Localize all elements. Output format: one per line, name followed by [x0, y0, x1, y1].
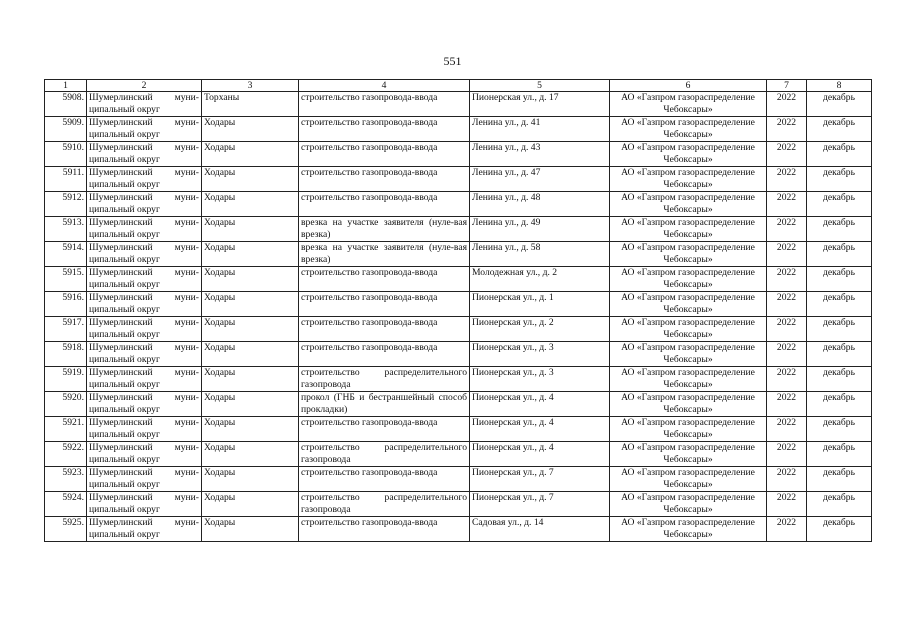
table-row — [45, 217, 872, 242]
district-cell: Шумерлинский муни-ципальный округ — [87, 492, 202, 517]
table-row — [45, 467, 872, 492]
column-header: 3 — [202, 80, 299, 92]
settlement-cell: Ходары — [202, 217, 299, 242]
year-cell: 2022 — [767, 217, 807, 242]
row-number: 5908. — [45, 92, 87, 117]
settlement-cell: Ходары — [202, 342, 299, 367]
organization-cell: АО «Газпром газораспределение Чебоксары» — [610, 167, 767, 192]
address-cell: Пионерская ул., д. 7 — [470, 492, 610, 517]
table-row — [45, 342, 872, 367]
column-header: 8 — [807, 80, 872, 92]
address-cell: Ленина ул., д. 41 — [470, 117, 610, 142]
column-header: 2 — [87, 80, 202, 92]
district-cell: Шумерлинский муни-ципальный округ — [87, 417, 202, 442]
organization-cell: АО «Газпром газораспределение Чебоксары» — [610, 292, 767, 317]
organization-cell: АО «Газпром газораспределение Чебоксары» — [610, 117, 767, 142]
organization-cell: АО «Газпром газораспределение Чебоксары» — [610, 342, 767, 367]
organization-cell: АО «Газпром газораспределение Чебоксары» — [610, 367, 767, 392]
settlement-cell: Ходары — [202, 417, 299, 442]
settlement-cell: Ходары — [202, 492, 299, 517]
work-type-cell: строительство газопровода-ввода — [299, 117, 470, 142]
row-number: 5923. — [45, 467, 87, 492]
year-cell: 2022 — [767, 392, 807, 417]
table-row — [45, 92, 872, 117]
row-number: 5910. — [45, 142, 87, 167]
work-type-cell: врезка на участке заявителя (нуле-вая врезка) — [299, 217, 470, 242]
organization-cell: АО «Газпром газораспределение Чебоксары» — [610, 417, 767, 442]
column-header: 7 — [767, 80, 807, 92]
settlement-cell: Ходары — [202, 467, 299, 492]
district-cell: Шумерлинский муни-ципальный округ — [87, 517, 202, 542]
month-cell: декабрь — [807, 92, 872, 117]
work-type-cell: строительство газопровода-ввода — [299, 517, 470, 542]
address-cell: Пионерская ул., д. 3 — [470, 342, 610, 367]
table-row — [45, 192, 872, 217]
district-cell: Шумерлинский муни-ципальный округ — [87, 242, 202, 267]
district-cell: Шумерлинский муни-ципальный округ — [87, 217, 202, 242]
work-type-cell: строительство газопровода-ввода — [299, 292, 470, 317]
work-type-cell: строительство распределительного газопровода — [299, 367, 470, 392]
month-cell: декабрь — [807, 267, 872, 292]
table-row — [45, 492, 872, 517]
table-row — [45, 317, 872, 342]
settlement-cell: Ходары — [202, 317, 299, 342]
table-row — [45, 367, 872, 392]
year-cell: 2022 — [767, 492, 807, 517]
year-cell: 2022 — [767, 292, 807, 317]
address-cell: Пионерская ул., д. 7 — [470, 467, 610, 492]
settlement-cell: Ходары — [202, 117, 299, 142]
row-number: 5921. — [45, 417, 87, 442]
month-cell: декабрь — [807, 217, 872, 242]
work-type-cell: строительство газопровода-ввода — [299, 167, 470, 192]
address-cell: Садовая ул., д. 14 — [470, 517, 610, 542]
year-cell: 2022 — [767, 192, 807, 217]
organization-cell: АО «Газпром газораспределение Чебоксары» — [610, 442, 767, 467]
address-cell: Пионерская ул., д. 17 — [470, 92, 610, 117]
district-cell: Шумерлинский муни-ципальный округ — [87, 192, 202, 217]
district-cell: Шумерлинский муни-ципальный округ — [87, 92, 202, 117]
organization-cell: АО «Газпром газораспределение Чебоксары» — [610, 517, 767, 542]
address-cell: Ленина ул., д. 43 — [470, 142, 610, 167]
work-type-cell: строительство распределительного газопровода — [299, 492, 470, 517]
organization-cell: АО «Газпром газораспределение Чебоксары» — [610, 492, 767, 517]
work-type-cell: врезка на участке заявителя (нуле-вая врезка) — [299, 242, 470, 267]
settlement-cell: Ходары — [202, 192, 299, 217]
work-type-cell: строительство газопровода-ввода — [299, 467, 470, 492]
settlement-cell: Ходары — [202, 292, 299, 317]
district-cell: Шумерлинский муни-ципальный округ — [87, 342, 202, 367]
district-cell: Шумерлинский муни-ципальный округ — [87, 467, 202, 492]
organization-cell: АО «Газпром газораспределение Чебоксары» — [610, 242, 767, 267]
month-cell: декабрь — [807, 392, 872, 417]
table-row — [45, 417, 872, 442]
table-row — [45, 292, 872, 317]
settlement-cell: Ходары — [202, 392, 299, 417]
work-type-cell: прокол (ГНБ и бестраншейный способ прокладки) — [299, 392, 470, 417]
row-number: 5912. — [45, 192, 87, 217]
address-cell: Ленина ул., д. 58 — [470, 242, 610, 267]
organization-cell: АО «Газпром газораспределение Чебоксары» — [610, 92, 767, 117]
address-cell: Ленина ул., д. 47 — [470, 167, 610, 192]
column-header: 5 — [470, 80, 610, 92]
month-cell: декабрь — [807, 142, 872, 167]
district-cell: Шумерлинский муни-ципальный округ — [87, 142, 202, 167]
address-cell: Пионерская ул., д. 2 — [470, 317, 610, 342]
settlement-cell: Торханы — [202, 92, 299, 117]
year-cell: 2022 — [767, 442, 807, 467]
month-cell: декабрь — [807, 167, 872, 192]
month-cell: декабрь — [807, 467, 872, 492]
address-cell: Пионерская ул., д. 4 — [470, 442, 610, 467]
table-row — [45, 242, 872, 267]
settlement-cell: Ходары — [202, 367, 299, 392]
year-cell: 2022 — [767, 367, 807, 392]
organization-cell: АО «Газпром газораспределение Чебоксары» — [610, 192, 767, 217]
settlement-cell: Ходары — [202, 142, 299, 167]
table-row — [45, 167, 872, 192]
work-type-cell: строительство газопровода-ввода — [299, 92, 470, 117]
month-cell: декабрь — [807, 117, 872, 142]
organization-cell: АО «Газпром газораспределение Чебоксары» — [610, 142, 767, 167]
district-cell: Шумерлинский муни-ципальный округ — [87, 317, 202, 342]
table-row — [45, 142, 872, 167]
year-cell: 2022 — [767, 242, 807, 267]
work-type-cell: строительство газопровода-ввода — [299, 342, 470, 367]
row-number: 5924. — [45, 492, 87, 517]
district-cell: Шумерлинский муни-ципальный округ — [87, 367, 202, 392]
year-cell: 2022 — [767, 167, 807, 192]
year-cell: 2022 — [767, 317, 807, 342]
row-number: 5911. — [45, 167, 87, 192]
work-type-cell: строительство газопровода-ввода — [299, 192, 470, 217]
column-header: 4 — [299, 80, 470, 92]
settlement-cell: Ходары — [202, 267, 299, 292]
address-cell: Молодежная ул., д. 2 — [470, 267, 610, 292]
district-cell: Шумерлинский муни-ципальный округ — [87, 292, 202, 317]
organization-cell: АО «Газпром газораспределение Чебоксары» — [610, 267, 767, 292]
year-cell: 2022 — [767, 92, 807, 117]
district-cell: Шумерлинский муни-ципальный округ — [87, 267, 202, 292]
month-cell: декабрь — [807, 292, 872, 317]
district-cell: Шумерлинский муни-ципальный округ — [87, 117, 202, 142]
organization-cell: АО «Газпром газораспределение Чебоксары» — [610, 217, 767, 242]
month-cell: декабрь — [807, 442, 872, 467]
year-cell: 2022 — [767, 517, 807, 542]
year-cell: 2022 — [767, 267, 807, 292]
district-cell: Шумерлинский муни-ципальный округ — [87, 392, 202, 417]
work-type-cell: строительство газопровода-ввода — [299, 417, 470, 442]
work-type-cell: строительство распределительного газопровода — [299, 442, 470, 467]
year-cell: 2022 — [767, 117, 807, 142]
gas-connection-table — [44, 79, 872, 542]
address-cell: Ленина ул., д. 48 — [470, 192, 610, 217]
row-number: 5909. — [45, 117, 87, 142]
row-number: 5925. — [45, 517, 87, 542]
address-cell: Ленина ул., д. 49 — [470, 217, 610, 242]
row-number: 5917. — [45, 317, 87, 342]
year-cell: 2022 — [767, 467, 807, 492]
month-cell: декабрь — [807, 342, 872, 367]
row-number: 5913. — [45, 217, 87, 242]
row-number: 5920. — [45, 392, 87, 417]
month-cell: декабрь — [807, 492, 872, 517]
row-number: 5915. — [45, 267, 87, 292]
month-cell: декабрь — [807, 192, 872, 217]
row-number: 5922. — [45, 442, 87, 467]
column-header: 6 — [610, 80, 767, 92]
row-number: 5918. — [45, 342, 87, 367]
table-row — [45, 517, 872, 542]
address-cell: Пионерская ул., д. 4 — [470, 392, 610, 417]
settlement-cell: Ходары — [202, 517, 299, 542]
organization-cell: АО «Газпром газораспределение Чебоксары» — [610, 317, 767, 342]
page-number: 551 — [443, 54, 462, 68]
month-cell: декабрь — [807, 517, 872, 542]
year-cell: 2022 — [767, 142, 807, 167]
address-cell: Пионерская ул., д. 1 — [470, 292, 610, 317]
table-row — [45, 267, 872, 292]
table-row — [45, 117, 872, 142]
column-header: 1 — [45, 80, 87, 92]
settlement-cell: Ходары — [202, 442, 299, 467]
year-cell: 2022 — [767, 342, 807, 367]
address-cell: Пионерская ул., д. 4 — [470, 417, 610, 442]
district-cell: Шумерлинский муни-ципальный округ — [87, 167, 202, 192]
work-type-cell: строительство газопровода-ввода — [299, 142, 470, 167]
month-cell: декабрь — [807, 417, 872, 442]
table-row — [45, 392, 872, 417]
month-cell: декабрь — [807, 242, 872, 267]
work-type-cell: строительство газопровода-ввода — [299, 267, 470, 292]
year-cell: 2022 — [767, 417, 807, 442]
row-number: 5916. — [45, 292, 87, 317]
settlement-cell: Ходары — [202, 167, 299, 192]
organization-cell: АО «Газпром газораспределение Чебоксары» — [610, 467, 767, 492]
work-type-cell: строительство газопровода-ввода — [299, 317, 470, 342]
settlement-cell: Ходары — [202, 242, 299, 267]
month-cell: декабрь — [807, 367, 872, 392]
address-cell: Пионерская ул., д. 3 — [470, 367, 610, 392]
table-row — [45, 442, 872, 467]
row-number: 5919. — [45, 367, 87, 392]
table-header-row — [45, 80, 872, 92]
organization-cell: АО «Газпром газораспределение Чебоксары» — [610, 392, 767, 417]
district-cell: Шумерлинский муни-ципальный округ — [87, 442, 202, 467]
row-number: 5914. — [45, 242, 87, 267]
month-cell: декабрь — [807, 317, 872, 342]
